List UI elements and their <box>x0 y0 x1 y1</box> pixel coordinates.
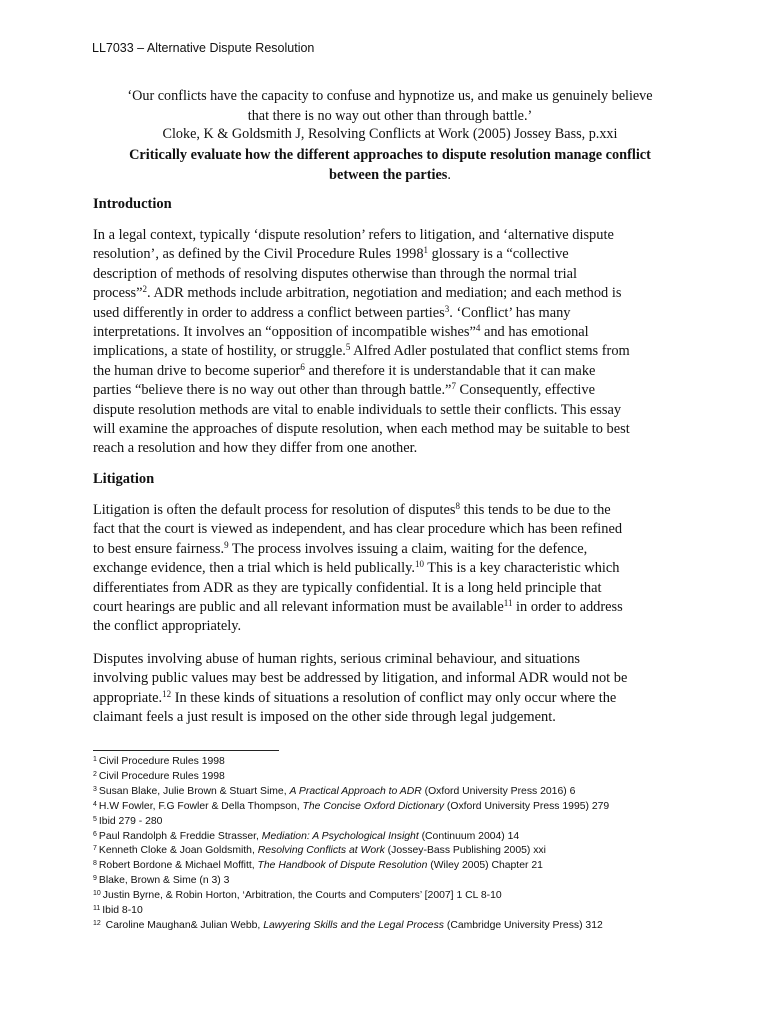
footnote-ref: 10 <box>414 559 424 570</box>
text-line: the conflict appropriately. <box>93 618 242 635</box>
footnote-ref: 6 <box>300 361 305 372</box>
footnote-ref: 4 <box>475 323 481 334</box>
text-line: resolution’, as defined by the Civil Procedure Rules 1998$^1$ glossary is a “collective <box>93 245 569 263</box>
footnote-ref: 1 <box>423 245 429 256</box>
litigation-paragraph-2 <box>93 650 678 728</box>
footnote-item: $^2$ Civil Procedure Rules 1998 <box>93 770 225 782</box>
footnote-ref: 8 <box>455 501 460 511</box>
text-line: In a legal context, typically ‘dispute resolution’ refers to litigation, and ‘alternative dispute <box>93 227 614 243</box>
text-line: reach a resolution and how they differ from one another. <box>93 440 418 457</box>
footnotes-list <box>93 755 693 934</box>
quote-line-1: ‘Our conflicts have the capacity to confuse and hypnotize us, and make us genuinely believe <box>127 88 653 104</box>
text-line: exchange evidence, then a trial which is held publically.$^{10}$ This is a key characteristic which <box>93 559 620 577</box>
question-line-1: Critically evaluate how the different approaches to dispute resolution manage conflict <box>129 147 651 163</box>
footnote-item: $^4$ H.W Fowler, F.G Fowler & Della Thompson, The Concise Oxford Dictionary (Oxford University Press 1995) 279 <box>93 800 610 812</box>
litigation-paragraph-1 <box>93 501 678 637</box>
footnote-number: 12 <box>93 919 101 927</box>
footnote-item: $^8$ Robert Bordone & Michael Moffitt, The Handbook of Dispute Resolution (Wiley 2005) Chapter 21 <box>93 860 543 872</box>
text-line: court hearings are public and all relevant information must be available$^{11}$ in order to address <box>93 598 623 616</box>
footnote-separator <box>93 750 279 751</box>
footnote-ref: 11 <box>503 598 513 609</box>
text-line: parties “believe there is no way out other than through battle.”$^7$ Consequently, effective <box>93 381 596 399</box>
footnote-ref: 7 <box>451 381 456 392</box>
footnote-item: $^{12}$ Caroline Maughan& Julian Webb, Lawyering Skills and the Legal Process (Cambridge University Press) 312 <box>93 919 603 931</box>
footnote-number: 11 <box>93 905 101 913</box>
text-line: claimant feels a just result is imposed on the other side through legal judgement. <box>93 709 556 726</box>
text-line: the human drive to become superior$^6$ and therefore it is understandable that it can make <box>93 361 596 379</box>
text-line: involving public values may best be addressed by litigation, and informal ADR would not be <box>93 670 628 687</box>
question-line-2: between the parties <box>329 167 448 183</box>
text-line: differentiates from ADR as they are typically confidential. It is a long held principle that <box>93 579 602 596</box>
text-line: interpretations. It involves an “opposition of incompatible wishes”$^4$ and has emotional <box>93 323 589 341</box>
introduction-paragraph <box>93 226 678 459</box>
footnote-ref: 3 <box>444 303 450 314</box>
footnote-item: $^5$ Ibid 279 - 280 <box>93 815 163 827</box>
running-header: LL7033 – Alternative Dispute Resolution <box>92 41 315 55</box>
footnote-item: $^3$ Susan Blake, Julie Brown & Stuart Sime, A Practical Approach to ADR (Oxford University Press 2016) 6 <box>93 785 576 797</box>
footnote-item: $^{10}$ Justin Byrne, & Robin Horton, ‘Arbitration, the Courts and Computers’ [2007] 1 CL 8-10 <box>93 890 502 902</box>
text-line: dispute resolution methods are vital to enable individuals to settle their conflicts. This essay <box>93 401 622 418</box>
text-line: appropriate.$^{12}$ In these kinds of situations a resolution of conflict may only occur where the <box>93 688 617 706</box>
footnote-number: 10 <box>93 890 101 898</box>
text-line: Litigation is often the default process for resolution of disputes$^8$ this tends to be due to the <box>93 501 611 518</box>
footnote-number: 1 <box>93 756 97 763</box>
footnote-item: $^7$ Kenneth Cloke & Joan Goldsmith, Resolving Conflicts at Work (Jossey-Bass Publishing 2005) xxi <box>93 845 546 857</box>
text-line: implications, a state of hostility, or struggle.$^5$ Alfred Adler postulated that conflict stems from <box>93 342 630 360</box>
footnote-ref: 9 <box>224 539 229 550</box>
footnote-ref: 2 <box>142 284 148 295</box>
text-line: fact that the court is viewed as independent, and has clear procedure which has been refined <box>93 521 623 538</box>
footnote-ref: 5 <box>345 342 351 353</box>
text-line: used differently in order to address a conflict between parties$^3$. ‘Conflict’ has many <box>93 303 571 321</box>
quote-citation: Cloke, K & Goldsmith J, Resolving Conflicts at Work (2005) Jossey Bass, p.xxi <box>162 126 618 142</box>
footnote-number: 6 <box>93 830 97 838</box>
footnote-item: $^9$ Blake, Brown & Sime (n 3) 3 <box>93 875 230 887</box>
footnote-item: $^6$ Paul Randolph & Freddie Strasser, Mediation: A Psychological Insight (Continuum 2004) 14 <box>93 830 520 842</box>
heading-introduction: Introduction <box>93 196 172 212</box>
footnote-item: $^1$ Civil Procedure Rules 1998 <box>93 756 225 767</box>
text-line: description of methods of resolving disputes otherwise than through the normal trial <box>93 265 577 282</box>
heading-litigation: Litigation <box>93 471 155 487</box>
footnote-number: 7 <box>93 845 97 853</box>
footnote-number: 4 <box>93 800 97 808</box>
essay-question <box>80 145 700 185</box>
text-line: will examine the approaches of dispute resolution, when each method may be suitable to best <box>93 421 630 438</box>
question-period: . <box>447 167 451 183</box>
footnote-ref: 12 <box>162 688 172 699</box>
epigraph-quote <box>80 87 700 126</box>
footnote-number: 9 <box>93 875 97 883</box>
text-line: Disputes involving abuse of human rights, serious criminal behaviour, and situations <box>93 651 581 667</box>
footnote-number: 5 <box>93 815 97 823</box>
footnote-number: 3 <box>93 785 97 793</box>
footnote-number: 8 <box>93 860 97 868</box>
footnote-number: 2 <box>93 770 97 778</box>
quote-line-2: that there is no way out other than through battle.’ <box>247 107 533 124</box>
text-line: process”$^2$. ADR methods include arbitration, negotiation and mediation; and each method is <box>93 284 622 302</box>
text-line: to best ensure fairness.$^9$ The process involves issuing a claim, waiting for the defence, <box>93 539 588 557</box>
footnote-item: $^{11}$ Ibid 8-10 <box>93 905 143 917</box>
